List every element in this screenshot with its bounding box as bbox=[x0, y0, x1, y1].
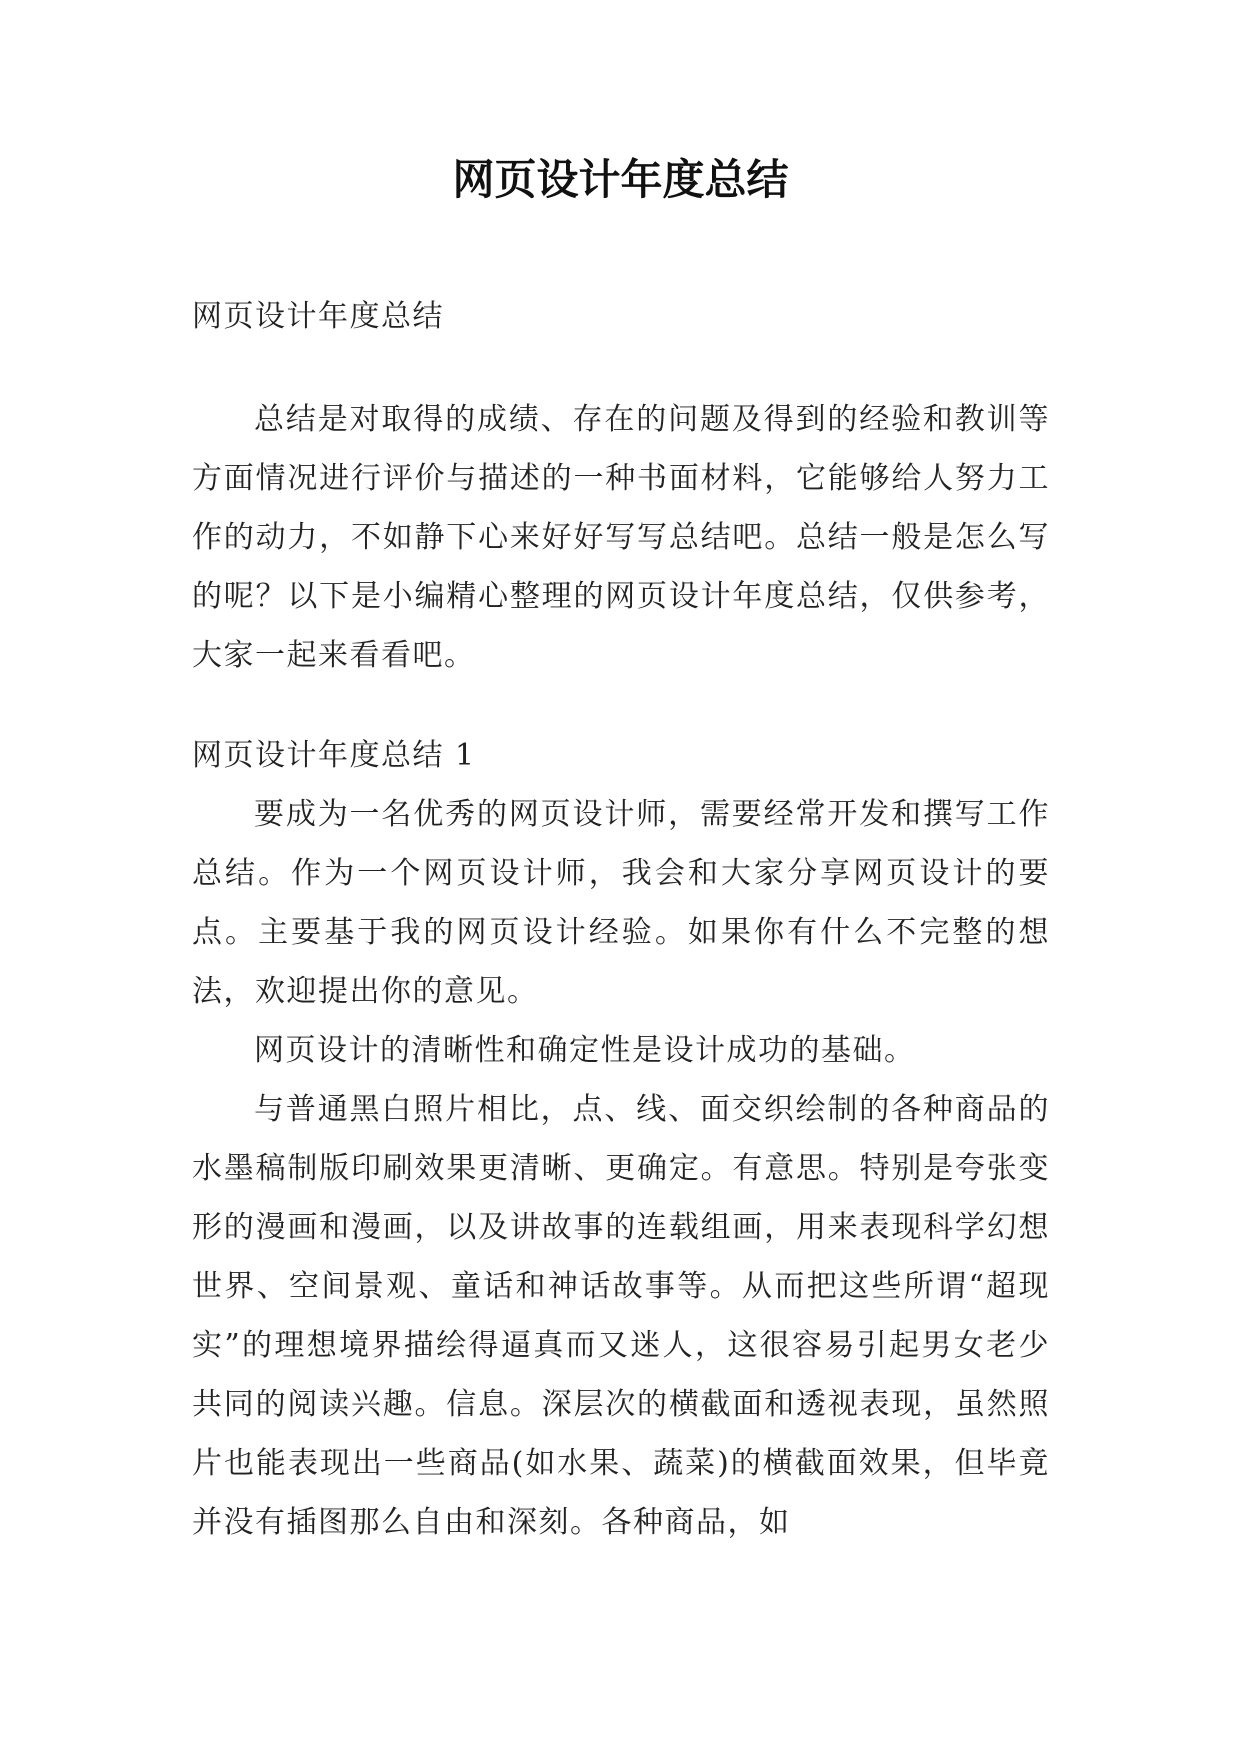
section-heading: 网页设计年度总结 1 bbox=[192, 738, 476, 773]
document-body bbox=[192, 287, 1050, 1552]
intro-paragraph: 总结是对取得的成绩、存在的问题及得到的经验和教训等方面情况进行评价与描述的一种书面材料，它能够给人努力工作的动力，不如静下心来好好写写总结吧。总结一般是怎么写的呢？以下是小编精心整理的网页设计年度总结，仅供参考，大家一起来看看吧。 bbox=[192, 402, 1050, 673]
body-paragraph: 要成为一名优秀的网页设计师，需要经常开发和撰写工作总结。作为一个网页设计师，我会和大家分享网页设计的要点。主要基于我的网页设计经验。如果你有什么不完整的想法，欢迎提出你的意见。 bbox=[192, 797, 1050, 1009]
document-subtitle: 网页设计年度总结 bbox=[192, 299, 444, 334]
spacer bbox=[192, 685, 1050, 726]
body-paragraph: 网页设计的清晰性和确定性是设计成功的基础。 bbox=[254, 1033, 916, 1068]
spacer bbox=[192, 346, 1050, 390]
document-title: 网页设计年度总结 bbox=[452, 155, 789, 204]
body-paragraph: 与普通黑白照片相比，点、线、面交织绘制的各种商品的水墨稿制版印刷效果更清晰、更确定。有意思。特别是夸张变形的漫画和漫画，以及讲故事的连载组画，用来表现科学幻想世界、空间景观、童话和神话故事等。从而把这些所谓“超现实”的理想境界描绘得逼真而又迷人，这很容易引起男女老少共同的阅读兴趣。信息。深层次的横截面和透视表现，虽然照片也能表现出一些商品(如水果、蔬菜)的横截面效果，但毕竟并没有插图那么自由和深刻。各种商品，如 bbox=[192, 1092, 1050, 1540]
